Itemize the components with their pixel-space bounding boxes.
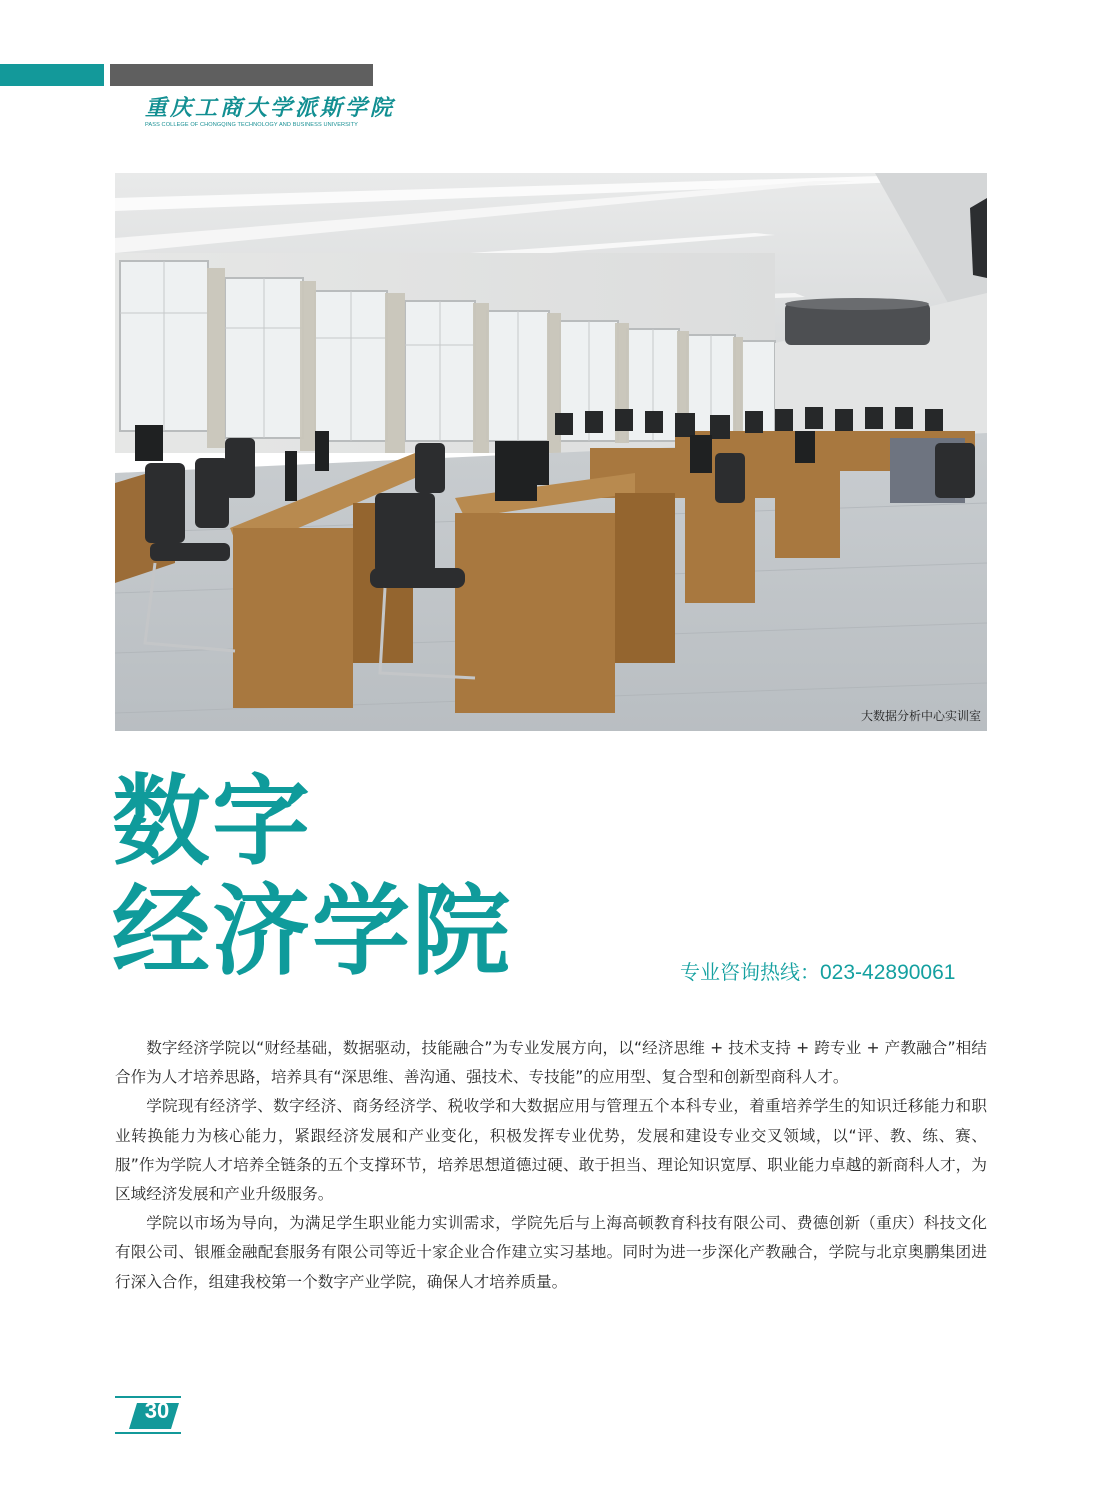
classroom-photo [115, 173, 987, 731]
header-accent-bar-teal [0, 64, 104, 86]
page-title-line-1: 数字 [112, 765, 313, 879]
hotline-number: 023-42890061 [820, 961, 956, 984]
classroom-illustration [115, 173, 987, 731]
header-accent-bar-gray [110, 64, 373, 86]
page-number-badge [115, 1395, 181, 1435]
consultation-hotline [680, 956, 955, 985]
photo-caption: 大数据分析中心实训室 [860, 709, 981, 723]
school-name-en: PASS COLLEGE OF CHONGQING TECHNOLOGY AND BUSINESS UNIVERSITY [145, 122, 359, 128]
body-paragraph: 数字经济学院以“财经基础，数据驱动，技能融合”为专业发展方向，以“经济思维 + 技术支持 + 跨专业 + 产教融合”相结合作为人才培养思路，培养具有“深思维、善沟通、强技术、专技能”的应用型、复合型和创新型商科人才。 [115, 1039, 987, 1087]
page-title-line-2: 经济学院 [112, 875, 513, 989]
body-paragraph: 学院以市场为导向，为满足学生职业能力实训需求，学院先后与上海高顿教育科技有限公司、费德创新（重庆）科技文化有限公司、银雁金融配套服务有限公司等近十家企业合作建立实习基地。同时为进一步深化产教融合，学院与北京奥鹏集团进行深入合作，组建我校第一个数字产业学院，确保人才培养质量。 [115, 1214, 987, 1291]
body-text [115, 1034, 987, 1297]
school-name-cn: 重庆工商大学派斯学院 [145, 95, 396, 121]
school-logo [145, 95, 396, 135]
body-paragraph: 学院现有经济学、数字经济、商务经济学、税收学和大数据应用与管理五个本科专业，着重培养学生的知识迁移能力和职业转换能力为核心能力，紧跟经济发展和产业变化，积极发挥专业优势，发展和建设专业交叉领域，以“评、教、练、赛、服”作为学院人才培养全链条的五个支撑环节，培养思想道德过硬、敢于担当、理论知识宽厚、职业能力卓越的新商科人才，为区域经济发展和产业升级服务。 [115, 1097, 987, 1204]
page-number: 30 [144, 1398, 170, 1423]
hotline-label: 专业咨询热线： [680, 960, 820, 984]
